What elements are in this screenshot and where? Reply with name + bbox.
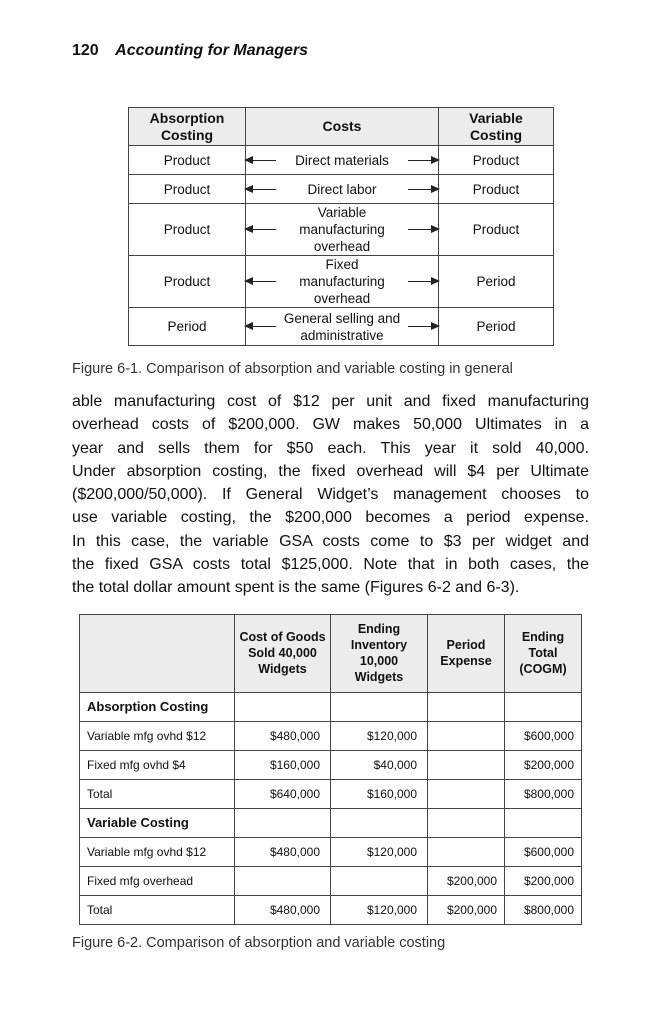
col-header-absorption: Absorption Costing (129, 108, 246, 146)
value-cell (428, 779, 505, 808)
value-cell: $200,000 (428, 895, 505, 924)
table-row (129, 204, 554, 256)
row-label: Total (80, 895, 235, 924)
text-line: able manufacturing cost of $12 per unit and fixed manufacturing (72, 393, 589, 410)
table-row (129, 256, 554, 308)
value-cell: $120,000 (331, 721, 428, 750)
arrow-left-icon (246, 229, 276, 230)
running-header (72, 42, 308, 60)
value-cell: $200,000 (505, 750, 582, 779)
value-cell (505, 692, 582, 721)
variable-cell (439, 204, 554, 256)
text-line: overhead costs of $200,000. GW makes 50,000 Ultimates in a (72, 416, 589, 434)
value-cell: $640,000 (235, 779, 331, 808)
value-cell: $200,000 (505, 866, 582, 895)
row-label: Variable mfg ovhd $12 (80, 721, 235, 750)
text-line: year and sells them for $50 each. This year it sold 40,000. (72, 439, 589, 457)
col-header: Ending Inventory 10,000 Widgets (331, 614, 428, 692)
figure-6-1-table (128, 107, 554, 346)
arrow-right-icon (408, 326, 438, 327)
variable-treatment: Product (472, 152, 520, 168)
absorption-treatment: Product (163, 152, 211, 168)
absorption-treatment: Product (163, 274, 211, 289)
arrow-left-icon (246, 189, 276, 190)
table-row (80, 895, 582, 924)
variable-treatment: Period (476, 319, 516, 334)
value-cell (505, 808, 582, 837)
absorption-cell (129, 146, 246, 175)
cost-cell (246, 175, 439, 204)
value-cell (428, 808, 505, 837)
text-line: use variable costing, the $200,000 becomes a period expense. (72, 509, 589, 527)
value-cell: $480,000 (235, 895, 331, 924)
value-cell: $600,000 (505, 721, 582, 750)
absorption-treatment: Product (163, 222, 211, 237)
table-row (129, 146, 554, 175)
value-cell: $600,000 (505, 837, 582, 866)
arrow-right-icon (408, 189, 438, 190)
table-row (80, 721, 582, 750)
absorption-treatment: Period (167, 319, 207, 334)
text-line: Under absorption costing, the fixed overhead will $4 per Ultimate (72, 462, 589, 480)
value-cell (235, 866, 331, 895)
variable-cell (439, 256, 554, 308)
row-label: Variable mfg ovhd $12 (80, 837, 235, 866)
value-cell: $160,000 (235, 750, 331, 779)
value-cell: $160,000 (331, 779, 428, 808)
table-row (80, 837, 582, 866)
absorption-cell (129, 204, 246, 256)
value-cell: $40,000 (331, 750, 428, 779)
body-text (72, 390, 589, 600)
value-cell (428, 692, 505, 721)
variable-cell (439, 308, 554, 346)
table-row (80, 750, 582, 779)
col-header: Ending Total (COGM) (505, 614, 582, 692)
text-line: In this case, the variable GSA costs come to $3 per widget and (72, 532, 589, 550)
variable-cell (439, 175, 554, 204)
cost-label: Variable manufacturing overhead (299, 205, 385, 254)
col-header (80, 614, 235, 692)
cost-cell (246, 146, 439, 175)
cost-label: Fixed manufacturing overhead (299, 257, 385, 306)
arrow-right-icon (408, 281, 438, 282)
figure-6-2-caption: Figure 6-2. Comparison of absorption and variable costing (72, 934, 446, 951)
cost-label: General selling and administrative (283, 310, 401, 343)
row-label: Variable Costing (80, 808, 235, 837)
page-number: 120 (72, 42, 99, 59)
value-cell: $480,000 (235, 837, 331, 866)
figure-6-2-table (79, 614, 582, 925)
absorption-cell (129, 256, 246, 308)
value-cell (235, 692, 331, 721)
value-cell (331, 808, 428, 837)
cost-cell (246, 308, 439, 346)
value-cell (428, 837, 505, 866)
value-cell: $800,000 (505, 895, 582, 924)
row-label: Total (80, 779, 235, 808)
figure-6-1-caption: Figure 6-1. Comparison of absorption and variable costing in general (72, 361, 513, 377)
value-cell (331, 866, 428, 895)
text-line: ($200,000/50,000). If General Widget’s management chooses to (72, 486, 589, 504)
table-row (80, 779, 582, 808)
value-cell (428, 721, 505, 750)
value-cell: $120,000 (331, 895, 428, 924)
absorption-treatment: Product (163, 181, 211, 197)
table-row (80, 866, 582, 895)
absorption-cell (129, 175, 246, 204)
arrow-right-icon (408, 229, 438, 230)
value-cell: $200,000 (428, 866, 505, 895)
col-header: Period Expense (428, 614, 505, 692)
text-line: the total dollar amount spent is the same (Figures 6-2 and 6-3). (72, 579, 520, 597)
col-header-variable: Variable Costing (439, 108, 554, 146)
table-row (129, 175, 554, 204)
arrow-left-icon (246, 281, 276, 282)
cost-cell (246, 204, 439, 256)
col-header: Cost of Goods Sold 40,000 Widgets (235, 614, 331, 692)
variable-treatment: Product (472, 222, 520, 237)
row-label: Absorption Costing (80, 692, 235, 721)
page-content (0, 107, 662, 952)
variable-cell (439, 146, 554, 175)
table-row (80, 692, 582, 721)
table-row (80, 808, 582, 837)
value-cell (235, 808, 331, 837)
absorption-cell (129, 308, 246, 346)
text-line: the fixed GSA costs total $125,000. Note that in both cases, the (72, 556, 589, 574)
cost-cell (246, 256, 439, 308)
value-cell (331, 692, 428, 721)
value-cell: $800,000 (505, 779, 582, 808)
cost-label: Direct labor (307, 181, 377, 197)
value-cell (428, 750, 505, 779)
row-label: Fixed mfg overhead (80, 866, 235, 895)
col-header-costs: Costs (246, 108, 439, 146)
arrow-right-icon (408, 160, 438, 161)
arrow-left-icon (246, 160, 276, 161)
variable-treatment: Period (476, 274, 516, 289)
book-title: Accounting for Managers (115, 42, 309, 59)
arrow-left-icon (246, 326, 276, 327)
value-cell: $120,000 (331, 837, 428, 866)
row-label: Fixed mfg ovhd $4 (80, 750, 235, 779)
variable-treatment: Product (472, 181, 520, 197)
value-cell: $480,000 (235, 721, 331, 750)
cost-label: Direct materials (295, 152, 389, 168)
table-row (129, 308, 554, 346)
